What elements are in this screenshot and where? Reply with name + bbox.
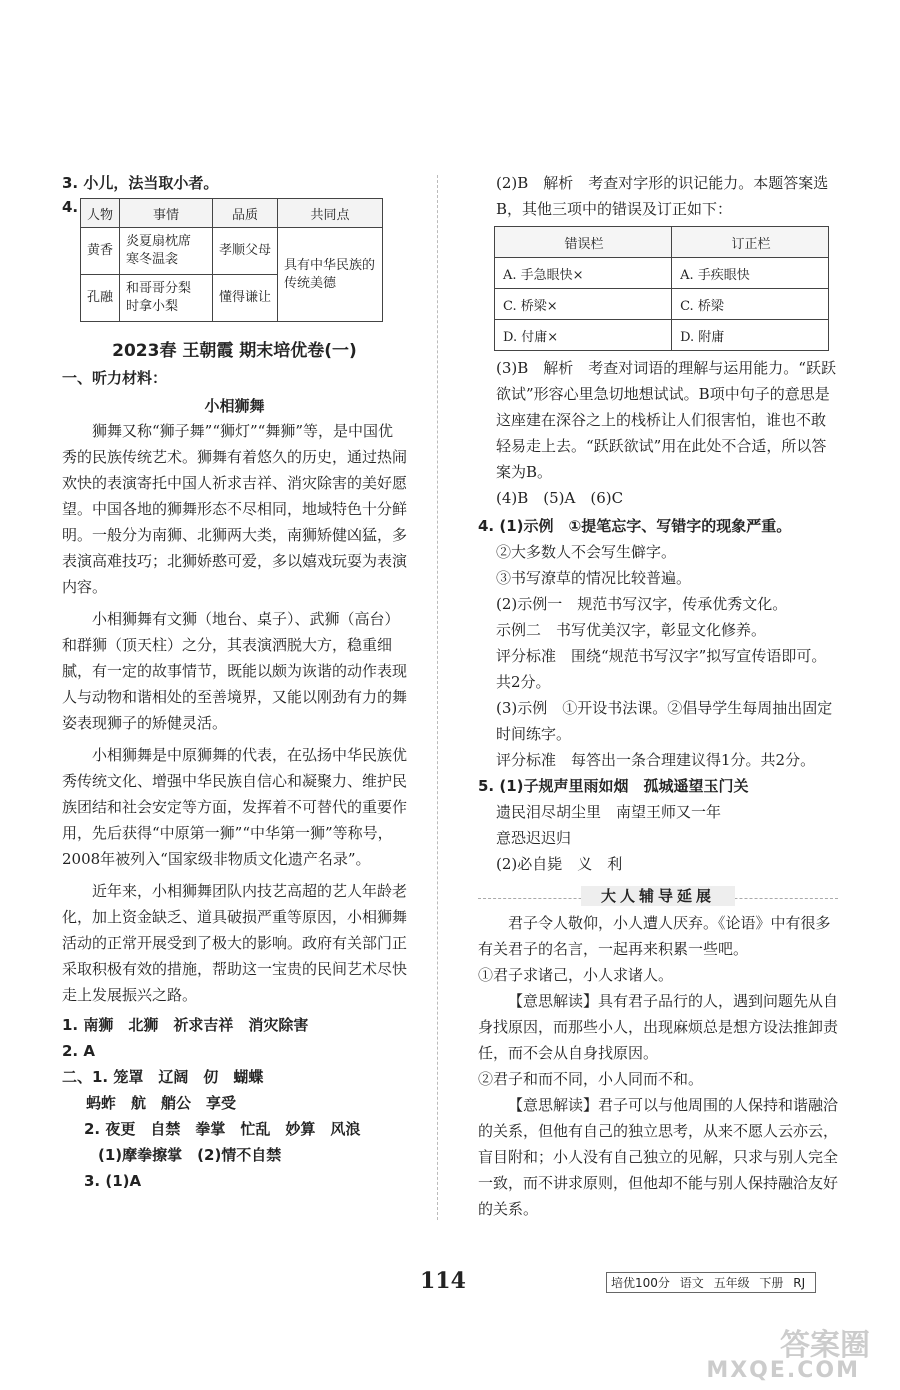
table-row <box>495 258 829 289</box>
term: 下册 <box>759 1276 784 1290</box>
answer-q2: (2)B 解析 考查对字形的识记能力。本题答案选B，其他三项中的错误及订正如下： <box>496 174 829 218</box>
cell-correction: A. 手疾眼快 <box>672 258 829 289</box>
column-divider <box>437 175 438 1220</box>
answer-4-1c: ③书写潦草的情况比较普遍。 <box>496 569 692 587</box>
cell-event: 炎夏扇枕席 寒冬温衾 <box>120 228 213 275</box>
th-event: 事情 <box>120 199 213 228</box>
cell-correction: C. 桥梁 <box>672 289 829 320</box>
th-correction: 订正栏 <box>672 227 829 258</box>
th-common: 共同点 <box>278 199 383 228</box>
answer-5-1c: 意恐迟迟归 <box>496 829 572 847</box>
answer-3: 3. 小儿，法当取小者。 <box>62 174 219 192</box>
page-number: 114 <box>420 1268 466 1294</box>
cell-common: 具有中华民族的传统美德 <box>278 228 383 322</box>
th-person: 人物 <box>81 199 120 228</box>
exam-title: 2023春 王朝霞 期末培优卷(一) <box>112 341 357 361</box>
cell-error: A. 手急眼快× <box>495 258 672 289</box>
th-error: 错误栏 <box>495 227 672 258</box>
section-2-answer-3: 3. (1)A <box>84 1172 142 1190</box>
extension-title <box>478 885 838 906</box>
answer-1: 1. 南狮 北狮 祈求吉祥 消灾除害 <box>62 1016 309 1034</box>
answer-q3: (3)B 解析 考查对词语的理解与运用能力。“跃跃欲试”形容心里急切地想试试。B项中句子的意思是这座建在深谷之上的栈桥让人们很害怕，谁也不敢轻易走上去。“跃跃欲试”用在此处不合适，所以答案为B。 <box>496 359 836 481</box>
answer-4-1b: ②大多数人不会写生僻字。 <box>496 543 677 561</box>
cell-error: C. 桥梁× <box>495 289 672 320</box>
passage-title: 小相狮舞 <box>204 397 265 415</box>
error-table <box>494 226 829 351</box>
table-row <box>495 320 829 351</box>
edition: RJ <box>793 1276 806 1290</box>
passage-paragraph: 小相狮舞是中原狮舞的代表，在弘扬中华民族优秀传统文化、增强中华民族自信心和凝聚力、维护民族团结和社会安定等方面，发挥着不可替代的重要作用，先后获得“中原第一狮”“中华第一狮”等称号，2008年被列入“国家级非物质文化遗产名录”。 <box>62 746 408 868</box>
section-1-heading: 一、听力材料： <box>62 369 168 387</box>
answer-5-1: 5. (1)子规声里雨如烟 孤城遥望玉门关 <box>478 777 749 795</box>
cell-person: 黄香 <box>81 228 120 275</box>
quote-2: ②君子和而不同，小人同而不和。 <box>478 1070 704 1088</box>
cell-person: 孔融 <box>81 275 120 322</box>
answer-4-3: (3)示例 ①开设书法课。②倡导学生每周抽出固定时间练字。 <box>496 699 833 743</box>
table-row <box>495 289 829 320</box>
passage-paragraph: 狮舞又称“狮子舞”“狮灯”“舞狮”等，是中国优秀的民族传统艺术。狮舞有着悠久的历史，通过热闹欢快的表演寄托中国人祈求吉祥、消灾除害的美好愿望。中国各地的狮舞形态不尽相同，地域特色十分鲜明。一般分为南狮、北狮两大类，南狮矫健凶猛，多表演高难技巧；北狮娇憨可爱，多以嬉戏玩耍为表演内容。 <box>62 422 408 596</box>
passage-paragraph: 小相狮舞有文狮（地台、桌子）、武狮（高台）和群狮（顶天柱）之分，其表演洒脱大方，稳重细腻，有一定的故事情节，既能以颇为诙谐的动作表现人与动物和谐相处的至善境界，又能以刚劲有力的舞姿表现狮子的矫健灵活。 <box>62 610 408 732</box>
left-column <box>62 170 407 1194</box>
answer-4-3b: 评分标准 每答出一条合理建议得1分。共2分。 <box>496 751 816 769</box>
answer-4-1: 4. (1)示例 ①提笔忘字、写错字的现象严重。 <box>478 517 792 535</box>
answer-4-2c: 评分标准 围绕“规范书写汉字”拟写宣传语即可。共2分。 <box>496 647 827 691</box>
answer-4 <box>62 198 407 322</box>
th-quality: 品质 <box>213 199 278 228</box>
extension-title-text: 大人辅导延展 <box>581 886 735 906</box>
cell-error: D. 付庸× <box>495 320 672 351</box>
watermark-url: MXQE.COM <box>706 1358 860 1383</box>
series-name: 培优100分 <box>611 1276 670 1290</box>
answer-q456: (4)B (5)A (6)C <box>496 489 624 507</box>
answer-5-2: (2)必自毙 义 利 <box>496 855 623 873</box>
watermark-logo: 答案圈 <box>780 1328 870 1363</box>
cell-quality: 懂得谦让 <box>213 275 278 322</box>
answer-4-2b: 示例二 书写优美汉字，彰显文化修养。 <box>496 621 767 639</box>
character-table <box>80 198 383 322</box>
quote-1: ①君子求诸己，小人求诸人。 <box>478 966 674 984</box>
quote-1-meaning: 【意思解读】具有君子品行的人，遇到问题先从自身找原因，而那些小人，出现麻烦总是想方设法推卸责任，而不会从自身找原因。 <box>478 992 839 1062</box>
book-series-label <box>606 1272 816 1293</box>
cell-event: 和哥哥分梨 时拿小梨 <box>120 275 213 322</box>
answer-4-2: (2)示例一 规范书写汉字，传承优秀文化。 <box>496 595 788 613</box>
section-2-answer-2-cont: (1)摩拳擦掌 (2)情不自禁 <box>98 1146 282 1164</box>
subject: 语文 <box>679 1276 704 1290</box>
quote-2-meaning: 【意思解读】君子可以与他周围的人保持和谐融洽的关系，但他有自己的独立思考，从来不愿人云亦云，盲目附和；小人没有自己独立的见解，只求与别人完全一致，而不讲求原则，但他却不能与别人保持融洽友好的关系。 <box>478 1096 839 1218</box>
answer-5-1b: 遗民泪尽胡尘里 南望王师又一年 <box>496 803 722 821</box>
section-2-answer-1: 二、1. 笼罩 辽阔 仞 蝴蝶 <box>62 1068 264 1086</box>
section-2-answer-2: 2. 夜更 自禁 拳掌 忙乱 妙算 风浪 <box>84 1120 361 1138</box>
table-row <box>81 228 383 275</box>
right-column <box>478 170 838 1222</box>
answer-4-label: 4. <box>62 198 79 216</box>
extension-intro: 君子令人敬仰，小人遭人厌弃。《论语》中有很多有关君子的名言，一起再来积累一些吧。 <box>478 914 831 958</box>
passage-paragraph: 近年来，小相狮舞团队内技艺高超的艺人年龄老化，加上资金缺乏、道具破损严重等原因，小相狮舞活动的正常开展受到了极大的影响。政府有关部门正采取积极有效的措施，帮助这一宝贵的民间艺术尽快走上发展振兴之路。 <box>62 882 408 1004</box>
grade: 五年级 <box>713 1276 750 1290</box>
cell-quality: 孝顺父母 <box>213 228 278 275</box>
cell-correction: D. 附庸 <box>672 320 829 351</box>
section-2-answer-1-cont: 蚂蚱 航 艄公 享受 <box>86 1094 237 1112</box>
answer-2: 2. A <box>62 1042 95 1060</box>
